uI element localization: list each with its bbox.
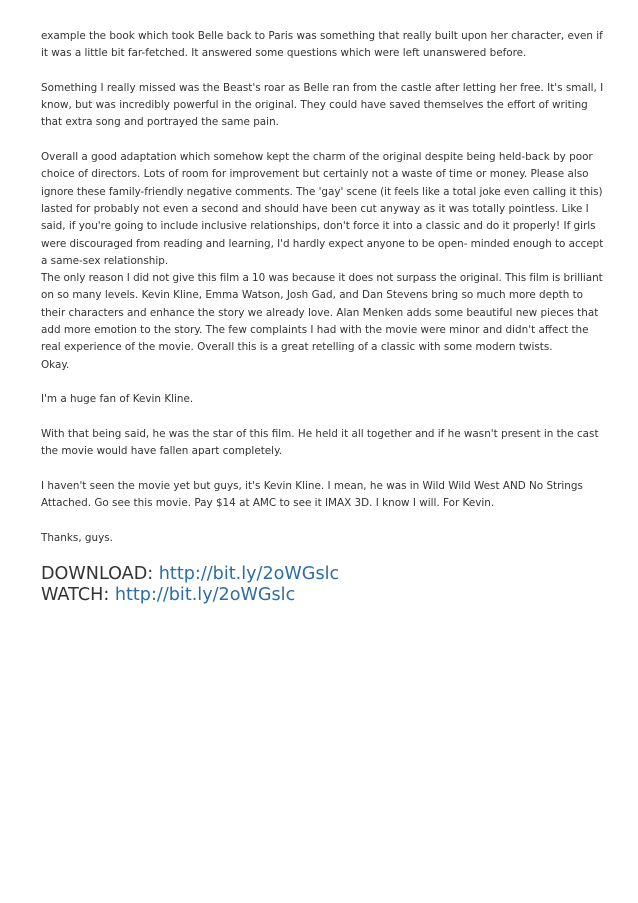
download-link[interactable]: http://bit.ly/2oWGslc bbox=[158, 564, 340, 585]
paragraph bbox=[41, 530, 603, 547]
paragraph bbox=[41, 149, 603, 374]
text-line: example the book which took Belle back to Paris was something that really built upon her character, even if bbox=[41, 30, 603, 42]
text-line: it was a little bit far-fetched. It answered some questions which were left unanswered before. bbox=[41, 47, 527, 60]
text-line: I'm a huge fan of Kevin Kline. bbox=[41, 393, 194, 406]
text-line: real experience of the movie. Overall this is a great retelling of a classic with some modern twists. bbox=[41, 341, 553, 354]
text-line: Overall a good adaptation which somehow kept the charm of the original despite being held-back by poor bbox=[41, 151, 593, 164]
watch-label: WATCH: bbox=[41, 585, 110, 606]
text-line: I haven't seen the movie yet but guys, it's Kevin Kline. I mean, he was in Wild Wild West AND No Strings bbox=[41, 479, 583, 492]
watch-line bbox=[41, 585, 603, 606]
text-line: that extra song and portrayed the same pain. bbox=[41, 116, 279, 129]
text-line: the movie would have fallen apart completely. bbox=[41, 445, 283, 458]
paragraph bbox=[41, 28, 603, 63]
text-line: The only reason I did not give this film a 10 was because it does not surpass the original. This film is brilliant bbox=[41, 272, 603, 285]
text-line: ignore these family-friendly negative comments. The 'gay' scene (it feels like a total joke even calling it this) bbox=[41, 185, 603, 198]
paragraph bbox=[41, 80, 603, 132]
text-line: add more emotion to the story. The few complaints I had with the movie were minor and didn't affect the bbox=[41, 324, 589, 337]
text-line: were discouraged from reading and learning, I'd hardly expect anyone to be open- minded enough to accept bbox=[41, 237, 604, 250]
text-line: choice of directors. Lots of room for improvement but certainly not a waste of time or money. Please also bbox=[41, 168, 589, 181]
text-line: lasted for probably not even a second and should have been cut anyway as it was totally pointless. Like I bbox=[41, 202, 589, 215]
text-line: Okay. bbox=[41, 358, 70, 371]
document-page bbox=[41, 28, 603, 606]
text-line: on so many levels. Kevin Kline, Emma Watson, Josh Gad, and Dan Stevens bring so much more depth to bbox=[41, 289, 584, 302]
text-line: Thanks, guys. bbox=[41, 531, 113, 544]
paragraph bbox=[41, 478, 603, 513]
links-section bbox=[41, 564, 603, 606]
paragraph bbox=[41, 391, 603, 408]
text-line: a same-sex relationship. bbox=[41, 254, 169, 267]
text-line: Something I really missed was the Beast's roar as Belle ran from the castle after letting her free. It's small, I bbox=[41, 81, 604, 94]
watch-link[interactable]: http://bit.ly/2oWGslc bbox=[114, 585, 296, 606]
text-line: With that being said, he was the star of this film. He held it all together and if he wasn't present in the cast bbox=[41, 427, 599, 440]
text-line: their characters and enhance the story we already love. Alan Menken adds some beautiful new pieces that bbox=[41, 306, 599, 319]
review-body bbox=[41, 28, 603, 547]
download-label: DOWNLOAD: bbox=[41, 564, 154, 585]
text-line: know, but was incredibly powerful in the original. They could have saved themselves the effort of writing bbox=[41, 99, 588, 112]
download-line bbox=[41, 564, 603, 585]
text-line: Attached. Go see this movie. Pay $14 at AMC to see it IMAX 3D. I know I will. For Kevin. bbox=[41, 497, 495, 510]
paragraph bbox=[41, 426, 603, 461]
text-line: said, if you're going to include inclusive relationships, don't force it into a classic and do it properly! If girls bbox=[41, 220, 596, 233]
